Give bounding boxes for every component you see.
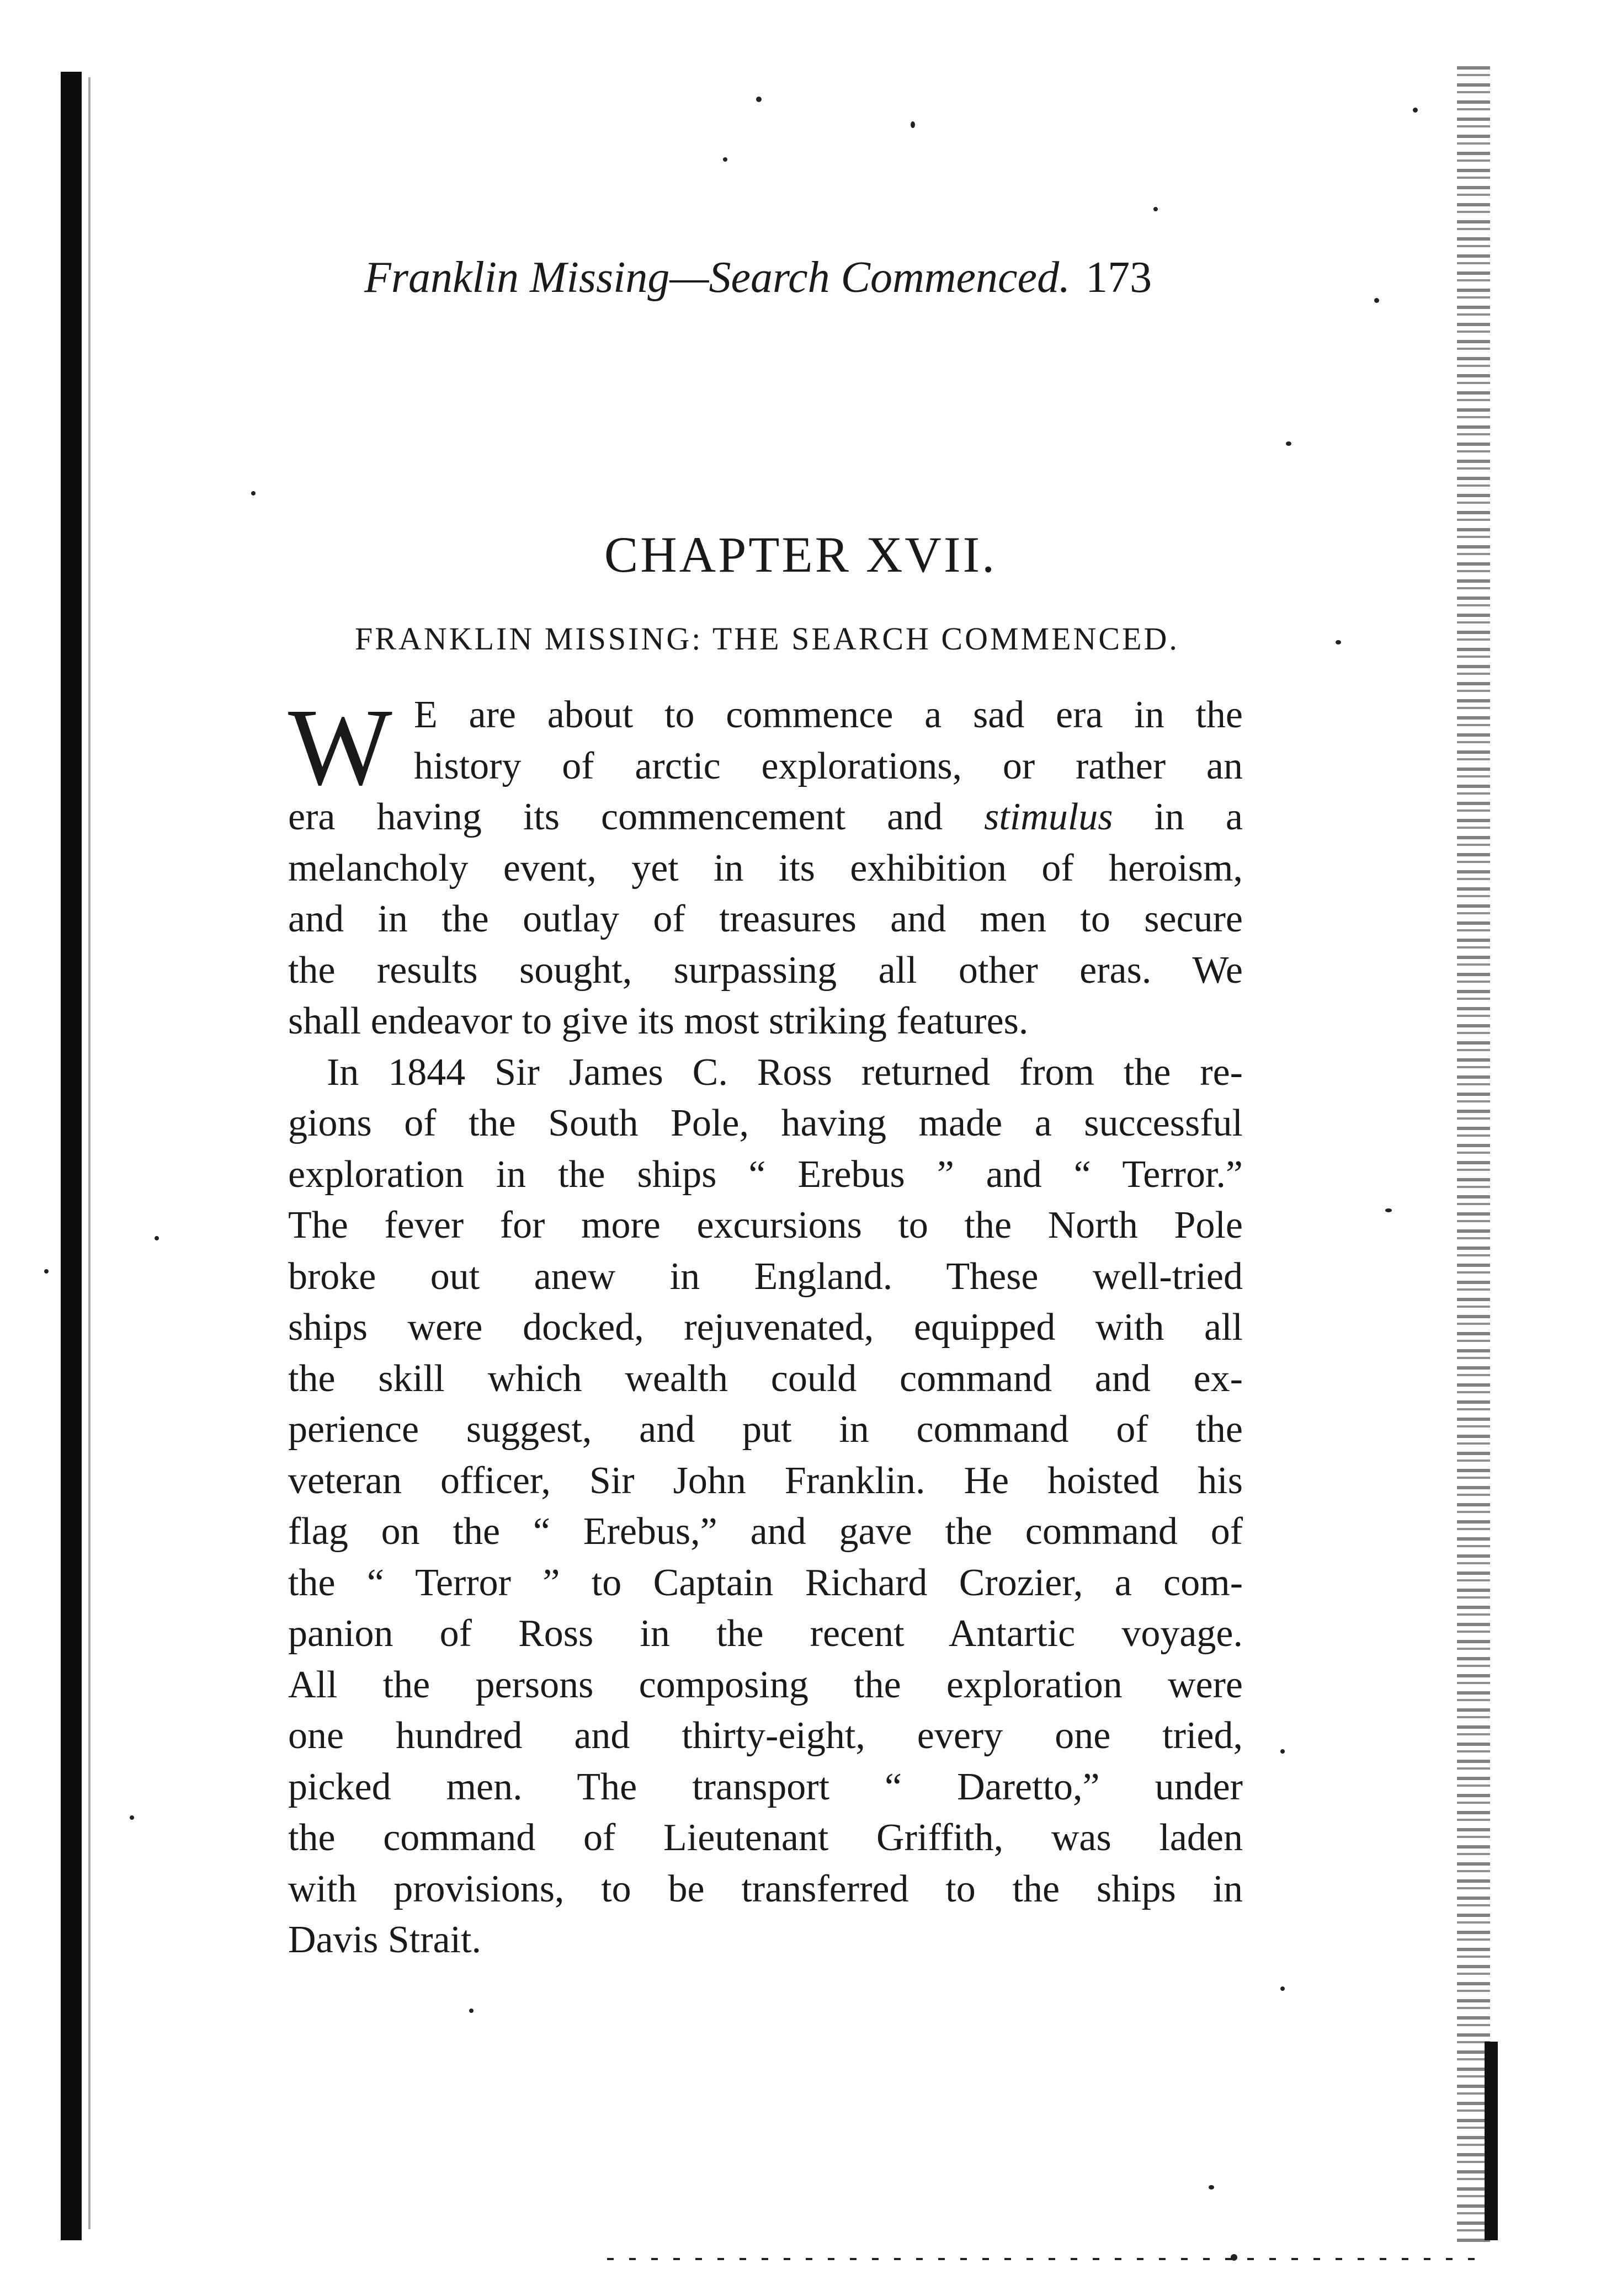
text-line: veteran officer, Sir John Franklin. He hoisted his [288, 1459, 1243, 1502]
page-edge-noise [1457, 66, 1490, 2246]
scan-speck [251, 491, 256, 496]
text-line: panion of Ross in the recent Antartic voyage. [288, 1612, 1243, 1655]
text-line: ships were docked, rejuvenated, equipped with all [288, 1306, 1243, 1349]
running-head [364, 247, 1247, 308]
paragraph-2 [288, 1047, 1243, 1966]
scan-speck [1280, 1749, 1285, 1754]
page-edge-dark [1485, 2042, 1498, 2240]
text-line: the command of Lieutenant Griffith, was laden [288, 1816, 1243, 1859]
scan-speck [1286, 441, 1291, 446]
body-text [288, 686, 1243, 1966]
running-head-title: Franklin Missing—Search Commenced. [364, 253, 1071, 302]
text-line: and in the outlay of treasures and men to secure [288, 898, 1243, 940]
scan-speck [44, 1269, 49, 1274]
paragraph-1 [288, 686, 1243, 1047]
chapter-heading: CHAPTER XVII. [604, 526, 997, 583]
scan-speck [469, 2009, 474, 2013]
text-line: perience suggest, and put in command of the [288, 1408, 1243, 1451]
text-line: All the persons composing the exploration were [288, 1663, 1243, 1706]
italic-word: stimulus [984, 796, 1113, 838]
binding-shadow [61, 72, 82, 2240]
bottom-edge-noise [607, 2258, 1490, 2260]
scan-speck [1280, 1986, 1285, 1991]
scan-speck [1209, 2185, 1214, 2190]
text-line: broke out anew in England. These well-tried [288, 1255, 1243, 1298]
scan-speck [1374, 298, 1379, 303]
text-line: gions of the South Pole, having made a successful [288, 1102, 1243, 1144]
text-line: picked men. The transport “ Daretto,” under [288, 1765, 1243, 1808]
drop-cap: W [288, 686, 392, 808]
page-number: 173 [1086, 253, 1152, 302]
scan-speck [1153, 207, 1158, 211]
scan-speck [130, 1815, 134, 1820]
text-line: The fever for more excursions to the North Pole [288, 1204, 1243, 1246]
text-run: era having its commencement and [288, 796, 985, 838]
text-line: with provisions, to be transferred to the ships in [288, 1867, 1243, 1910]
scan-speck [756, 97, 762, 102]
scan-speck [155, 1236, 159, 1240]
text-line: melancholy event, yet in its exhibition of heroism, [288, 846, 1243, 889]
text-run: in a [1113, 796, 1243, 838]
text-line: Davis Strait. [288, 1919, 481, 1961]
binding-line [88, 77, 91, 2229]
text-line: In 1844 Sir James C. Ross returned from the re- [327, 1051, 1243, 1094]
scan-speck [1231, 2254, 1237, 2261]
text-line: shall endeavor to give its most striking features. [288, 1000, 1029, 1042]
text-line: the results sought, surpassing all other eras. We [288, 949, 1243, 992]
scan-speck [1413, 108, 1418, 113]
text-line: E are about to commence a sad era in the [414, 694, 1243, 736]
text-line: the “ Terror ” to Captain Richard Crozier, a com- [288, 1561, 1243, 1604]
scan-speck [911, 121, 915, 128]
text-line: history of arctic explorations, or rather an [414, 744, 1243, 787]
text-line: the skill which wealth could command and ex- [288, 1357, 1243, 1400]
text-line: exploration in the ships “ Erebus ” and “ Terror.” [288, 1153, 1243, 1196]
text-line: one hundred and thirty-eight, every one tried, [288, 1714, 1243, 1757]
scan-speck [1385, 1208, 1392, 1212]
text-line [288, 792, 1243, 843]
scan-speck [723, 157, 727, 162]
scan-speck [1336, 640, 1341, 644]
text-line: flag on the “ Erebus,” and gave the command of [288, 1510, 1243, 1553]
chapter-subheading: FRANKLIN MISSING: THE SEARCH COMMENCED. [355, 621, 1179, 657]
